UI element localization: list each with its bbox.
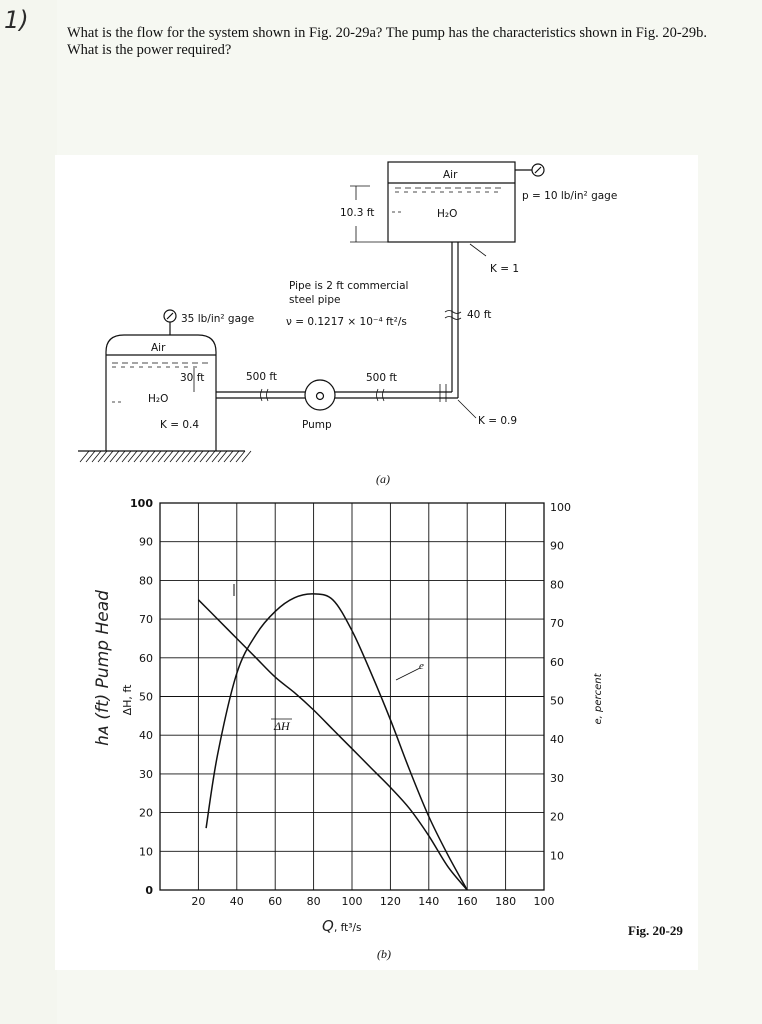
pipe-length-right: 500 ft bbox=[366, 372, 398, 384]
pipe-note-2: steel pipe bbox=[289, 294, 341, 306]
right-tank-water-label: H₂O bbox=[437, 208, 458, 220]
k-elbow-label: K = 0.9 bbox=[478, 415, 518, 427]
x-tick: 100 bbox=[341, 895, 363, 908]
e-leader bbox=[396, 668, 420, 680]
x-tick: 100 bbox=[533, 895, 555, 908]
pump-icon bbox=[305, 380, 335, 410]
question-line-2: What is the power required? bbox=[67, 42, 232, 58]
y-tick-left: 40 bbox=[139, 729, 153, 743]
diagram-a-labels bbox=[148, 169, 617, 486]
sub-caption-a: (a) bbox=[376, 472, 390, 486]
k1-leader bbox=[470, 244, 486, 256]
right-gauge-needle bbox=[535, 167, 541, 173]
pipe-length-left: 500 ft bbox=[246, 371, 278, 383]
x-tick: 160 bbox=[456, 895, 478, 908]
pipe-break-right bbox=[377, 389, 385, 401]
y-tick-right: 70 bbox=[550, 617, 564, 631]
pump-characteristic-chart bbox=[93, 497, 683, 961]
x-tick: 80 bbox=[306, 895, 321, 908]
y-axis-label-right: e, percent bbox=[593, 673, 604, 725]
x-tick: 120 bbox=[379, 895, 401, 908]
y-tick-right: 30 bbox=[550, 771, 564, 785]
right-gauge-label: p = 10 lb/in² gage bbox=[522, 190, 618, 202]
pump-impeller-icon bbox=[317, 393, 324, 400]
y-tick-left: 0 bbox=[145, 884, 153, 897]
y-tick-left: 10 bbox=[139, 845, 153, 859]
x-axis-label: , ft³/s bbox=[334, 922, 362, 934]
y-tick-left: 70 bbox=[139, 613, 153, 627]
y-tick-left: 60 bbox=[139, 651, 153, 665]
series-head-curve bbox=[198, 600, 467, 890]
left-tank-water-label: H₂O bbox=[148, 393, 169, 405]
question-line-1: What is the flow for the system shown in Fig. 20-29a? The pump has the characteristics shown in Fig. 20-29b. bbox=[67, 25, 708, 41]
y-tick-left: 100 bbox=[130, 497, 153, 510]
pump-label: Pump bbox=[302, 419, 332, 431]
y-ticks-right bbox=[550, 501, 571, 862]
x-ticks bbox=[191, 895, 554, 908]
y-axis-label-left: ΔH, ft bbox=[121, 684, 134, 716]
k09-leader bbox=[458, 400, 476, 418]
y-tick-right: 90 bbox=[550, 539, 564, 553]
left-gauge-label: 35 lb/in² gage bbox=[181, 313, 255, 325]
y-tick-left: 50 bbox=[139, 690, 153, 704]
left-tank-air-label: Air bbox=[151, 342, 166, 354]
y-tick-left: 20 bbox=[139, 806, 153, 820]
y-tick-right: 10 bbox=[550, 849, 564, 863]
x-tick: 40 bbox=[229, 895, 244, 908]
left-gauge-needle bbox=[167, 313, 173, 319]
y-tick-right: 60 bbox=[550, 655, 564, 669]
x-axis-handwritten-q: Q bbox=[322, 917, 334, 935]
y-tick-left: 30 bbox=[139, 767, 153, 781]
x-tick: 20 bbox=[191, 895, 206, 908]
series-efficiency-curve bbox=[206, 594, 467, 890]
k-entrance-label: K = 0.4 bbox=[160, 419, 200, 431]
y-tick-right: 100 bbox=[550, 501, 571, 514]
y-axis-handwritten-label: hᴀ (ft) Pump Head bbox=[93, 590, 113, 746]
x-tick: 60 bbox=[268, 895, 283, 908]
y-tick-right: 50 bbox=[550, 694, 564, 708]
left-depth-label: 30 ft bbox=[180, 372, 205, 384]
viscosity-label: ν = 0.1217 × 10⁻⁴ ft²/s bbox=[286, 316, 407, 328]
ground-hatch bbox=[80, 451, 251, 462]
sub-caption-b: (b) bbox=[377, 947, 391, 961]
question-number: 1) bbox=[4, 6, 29, 34]
right-tank-air-label: Air bbox=[443, 169, 458, 181]
y-tick-right: 20 bbox=[550, 810, 564, 824]
x-tick: 140 bbox=[418, 895, 440, 908]
pipe-break-left bbox=[261, 389, 269, 401]
chart-series bbox=[198, 594, 467, 890]
x-tick: 180 bbox=[495, 895, 517, 908]
riser-height-label: 40 ft bbox=[467, 309, 492, 321]
chart-grid bbox=[160, 503, 544, 890]
figure-caption: Fig. 20-29 bbox=[628, 923, 683, 938]
height-10-3-label: 10.3 ft bbox=[340, 207, 375, 219]
y-tick-left: 80 bbox=[139, 574, 153, 588]
pipe-note-1: Pipe is 2 ft commercial bbox=[289, 280, 409, 292]
series-e-label: e bbox=[419, 660, 424, 672]
series-dh-label: ΔH bbox=[274, 719, 290, 733]
y-tick-left: 90 bbox=[139, 535, 153, 549]
y-tick-right: 40 bbox=[550, 733, 564, 747]
k-outlet-label: K = 1 bbox=[490, 263, 520, 275]
elbow-flange bbox=[440, 384, 446, 402]
y-tick-right: 80 bbox=[550, 578, 564, 592]
